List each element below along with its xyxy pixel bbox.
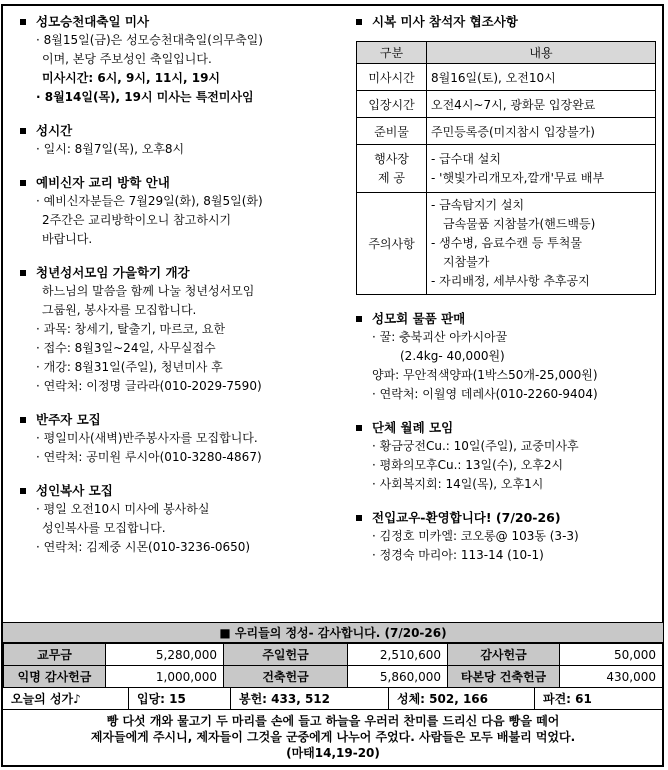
text-line: 하느님의 말씀을 함께 나눌 청년성서모임 (42, 284, 255, 298)
table-row (357, 91, 656, 118)
table-row (357, 64, 656, 91)
square-bullet-icon (20, 417, 26, 423)
section-youth-bible (20, 263, 350, 396)
offering-label: 건축헌금 (224, 666, 348, 688)
square-bullet-icon (20, 128, 26, 134)
offering-label: 주일헌금 (224, 644, 348, 666)
header-cell: 구분 (357, 42, 427, 64)
text-line: 이며, 본당 주보성인 축일입니다. (42, 52, 212, 66)
section-title (20, 263, 350, 282)
text-line: 성인복사를 모집합니다. (42, 521, 166, 535)
offering-amount: 5,280,000 (106, 644, 224, 666)
contact-line: · 연락처: 이정명 글라라(010-2029-7590) (36, 379, 262, 393)
table-header-row (357, 42, 656, 64)
table-row (357, 145, 656, 193)
header-cell: 내용 (427, 42, 656, 64)
square-bullet-icon (356, 316, 362, 322)
section-title (356, 12, 656, 31)
offerings-table (3, 643, 663, 688)
section-title-text: 반주자 모집 (36, 412, 101, 427)
table-row (357, 118, 656, 145)
table-row (357, 193, 656, 295)
text-line: 2주간은 교리방학이오니 참고하시기 (42, 213, 232, 227)
text-line: 바랍니다. (42, 232, 93, 246)
section-title (20, 173, 350, 192)
section-catechumen-break (20, 173, 350, 249)
section-holy-hour (20, 121, 350, 159)
verse-line: 빵 다섯 개와 물고기 두 마리를 손에 들고 하늘을 우러러 찬미를 드리신 다음 빵을 떼어 (106, 714, 560, 728)
verse-line: 제자들에게 주시니, 제자들이 그것을 군중에게 나누어 주었다. 사람들은 모두 배불리 먹었다. (90, 730, 576, 744)
offering-amount: 1,000,000 (106, 666, 224, 688)
hymn-offertory: 봉헌: 433, 512 (231, 688, 389, 709)
row-value-line: - 자리배정, 세부사항 추후공지 (431, 274, 590, 288)
section-assumption-mass (20, 12, 350, 107)
section-title (356, 418, 656, 437)
row-label-line: 제 공 (378, 170, 405, 185)
offering-label: 교무금 (4, 644, 106, 666)
section-new-parishioners (356, 508, 656, 565)
row-value (427, 193, 656, 295)
text-line: (2.4kg- 40,000원) (400, 349, 505, 363)
verse-reference: (마태14,19-20) (286, 746, 380, 760)
section-title-text: 성모승천대축일 미사 (36, 14, 150, 29)
row-value-line: - 금속탐지기 설치 (431, 198, 525, 212)
row-label: 준비물 (357, 118, 427, 145)
section-title-text: 청년성서모임 가을학기 개강 (36, 265, 190, 280)
text-line: · 정경숙 마리아: 113-14 (10-1) (372, 548, 544, 562)
text-line: · 8월15일(금)은 성모승천대축일(의무축일) (36, 33, 263, 47)
section-title (20, 410, 350, 429)
table-row (4, 644, 663, 666)
row-value-line: 금속물품 지참불가(핸드백등) (443, 217, 596, 231)
square-bullet-icon (20, 488, 26, 494)
square-bullet-icon (356, 515, 362, 521)
row-label (357, 145, 427, 193)
text-line: · 8월14일(목), 19시 미사는 특전미사임 (36, 90, 254, 104)
text-line: · 평일 오전10시 미사에 봉사하실 (36, 502, 210, 516)
text-line: · 평일미사(새벽)반주봉사자를 모집합니다. (36, 431, 258, 445)
row-label: 주의사항 (357, 193, 427, 295)
section-title (356, 309, 656, 328)
row-value-line: - 생수병, 음료수캔 등 투척물 (431, 236, 582, 250)
hymn-communion: 성체: 502, 166 (389, 688, 535, 709)
row-value-line: - 급수대 설치 (431, 151, 501, 166)
section-title (20, 12, 350, 31)
offerings-banner: ■ 우리들의 정성- 감사합니다. (7/20-26) (3, 622, 663, 643)
section-title (20, 481, 350, 500)
text-line: · 평화의모후Cu.: 13일(수), 오후2시 (372, 458, 564, 472)
left-column (20, 12, 350, 571)
hymn-recessional: 파견: 61 (543, 692, 592, 706)
right-column (356, 12, 656, 579)
text-line: · 접수: 8월3일~24일, 사무실접수 (36, 341, 216, 355)
row-value: 주민등록증(미지참시 입장불가) (427, 118, 656, 145)
text-line: 그룹원, 봉사자를 모집합니다. (42, 303, 197, 317)
section-title (356, 508, 656, 527)
section-title-text: 성모회 물품 판매 (372, 311, 466, 326)
offering-label: 타본당 건축헌금 (448, 666, 560, 688)
section-title-text: 전입교우-환영합니다! (7/20-26) (372, 510, 561, 525)
offering-amount: 430,000 (560, 666, 663, 688)
square-bullet-icon (20, 270, 26, 276)
square-bullet-icon (356, 425, 362, 431)
contact-line: · 연락처: 김제중 시몬(010-3236-0650) (36, 540, 251, 554)
text-line: · 개강: 8월31일(주일), 청년미사 후 (36, 360, 223, 374)
offering-amount: 50,000 (560, 644, 663, 666)
square-bullet-icon (356, 19, 362, 25)
row-label-line: 행사장 (374, 151, 409, 166)
offering-amount: 2,510,600 (348, 644, 448, 666)
section-title-text: 성인복사 모집 (36, 483, 113, 498)
section-title (20, 121, 350, 140)
text-line: · 일시: 8월7일(목), 오후8시 (36, 142, 185, 156)
row-label: 입장시간 (357, 91, 427, 118)
text-line: · 김정호 미카엘: 코오롱@ 103동 (3-3) (372, 529, 579, 543)
contact-line: · 연락처: 공미원 루시아(010-3280-4867) (36, 450, 262, 464)
contact-line: · 연락처: 이월영 데레사(010-2260-9404) (372, 387, 598, 401)
section-altar-server-recruit (20, 481, 350, 557)
row-value: 오전4시~7시, 광화문 입장완료 (427, 91, 656, 118)
section-title-text: 성시간 (36, 123, 73, 138)
beatification-info-table (356, 41, 656, 295)
square-bullet-icon (20, 180, 26, 186)
text-line: · 예비신자분들은 7월29일(화), 8월5일(화) (36, 194, 263, 208)
section-title-text: 예비신자 교리 방학 안내 (36, 175, 170, 190)
scripture-verse (3, 710, 663, 761)
text-line: 양파: 무안적색양파(1박스50개-25,000원) (372, 368, 598, 382)
row-value-line: 지참불가 (443, 255, 490, 269)
table-row (4, 666, 663, 688)
offerings-section (3, 622, 663, 761)
text-line: · 사회복지회: 14일(목), 오후1시 (372, 477, 544, 491)
row-value-line: - '햇빛가리개모자,깔개'무료 배부 (431, 170, 605, 185)
row-value (427, 145, 656, 193)
mass-times: 미사시간: 6시, 9시, 11시, 19시 (42, 71, 221, 85)
text-line: · 황금궁전Cu.: 10일(주일), 교중미사후 (372, 439, 579, 453)
section-title-text: 시복 미사 참석자 협조사항 (372, 14, 518, 29)
offering-label: 감사헌금 (448, 644, 560, 666)
section-monthly-meetings (356, 418, 656, 494)
row-label: 미사시간 (357, 64, 427, 91)
hymn-label: 오늘의 성가♪ (3, 688, 129, 709)
square-bullet-icon (20, 19, 26, 25)
offering-label: 익명 감사헌금 (4, 666, 106, 688)
hymn-entrance: 입당: 15 (129, 688, 231, 709)
row-value: 8월16일(토), 오전10시 (427, 64, 656, 91)
offering-amount: 5,860,000 (348, 666, 448, 688)
hymn-stats-row (3, 688, 663, 710)
text-line: · 과목: 창세기, 탈출기, 마르코, 요한 (36, 322, 226, 336)
text-line: · 꿀: 충북괴산 아카시아꿀 (372, 330, 508, 344)
section-organist-recruit (20, 410, 350, 467)
section-title-text: 단체 월례 모임 (372, 420, 454, 435)
section-goods-sale (356, 309, 656, 404)
